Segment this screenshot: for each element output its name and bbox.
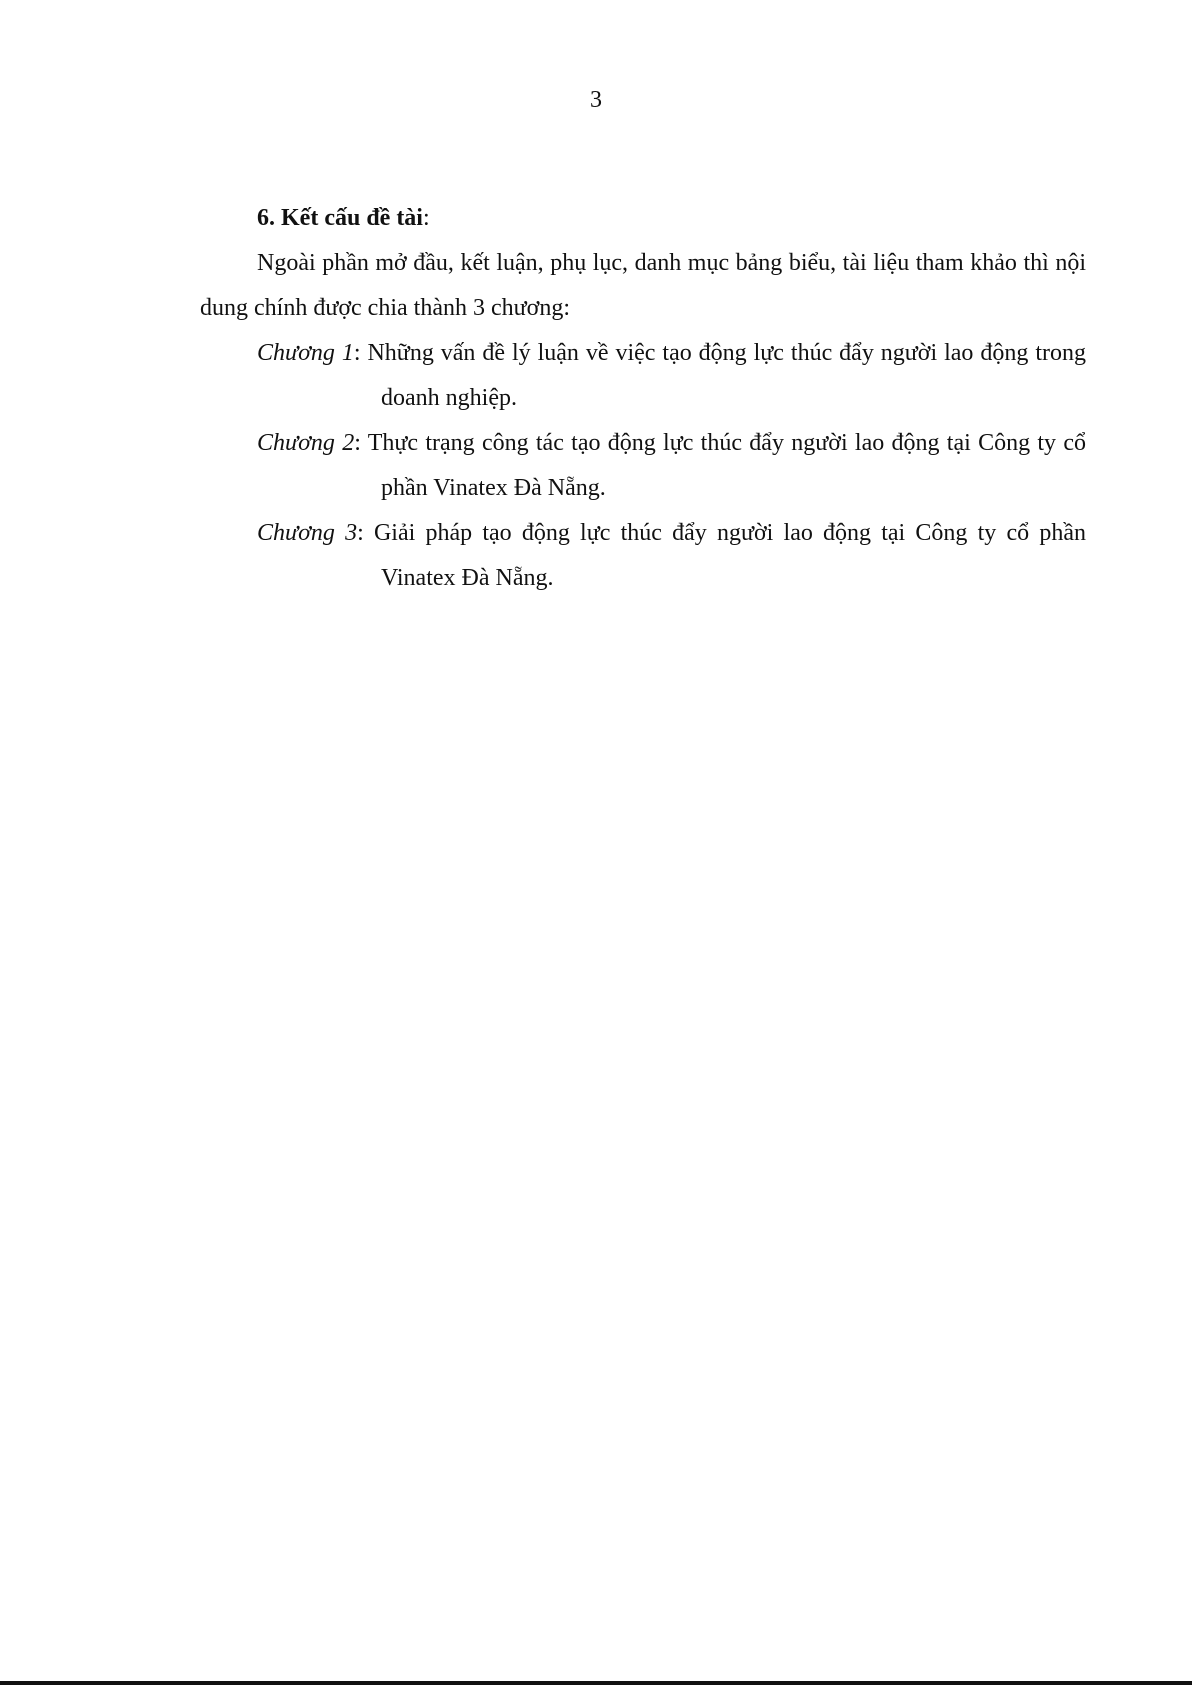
section-heading-title: 6. Kết cấu đề tài [257, 205, 423, 231]
chapter-description: : Giải pháp tạo động lực thúc đẩy người lao động tại Công ty cổ phần Vinatex Đà Nẵng. [357, 520, 1087, 591]
intro-paragraph: Ngoài phần mở đầu, kết luận, phụ lục, danh mục bảng biểu, tài liệu tham khảo thì nội dung chính được chia thành 3 chương: [200, 250, 1086, 321]
section-heading [200, 196, 1086, 241]
chapter-description: : Thực trạng công tác tạo động lực thúc đẩy người lao động tại Công ty cổ phần Vinatex Đà Nẵng. [354, 430, 1086, 501]
chapter-item-1 [200, 331, 1086, 421]
chapter-label: Chương 2 [257, 430, 355, 456]
chapter-label: Chương 1 [257, 340, 354, 366]
chapter-item-2 [200, 421, 1086, 511]
chapter-item-3 [200, 511, 1086, 601]
page-number: 3 [590, 87, 602, 113]
section-heading-colon: : [422, 205, 430, 231]
document-body [200, 196, 1086, 601]
page-bottom-border [0, 1681, 1192, 1685]
chapter-label: Chương 3 [257, 520, 358, 546]
chapter-description: : Những vấn đề lý luận về việc tạo động lực thúc đẩy người lao động trong doanh nghiệp. [353, 340, 1086, 411]
